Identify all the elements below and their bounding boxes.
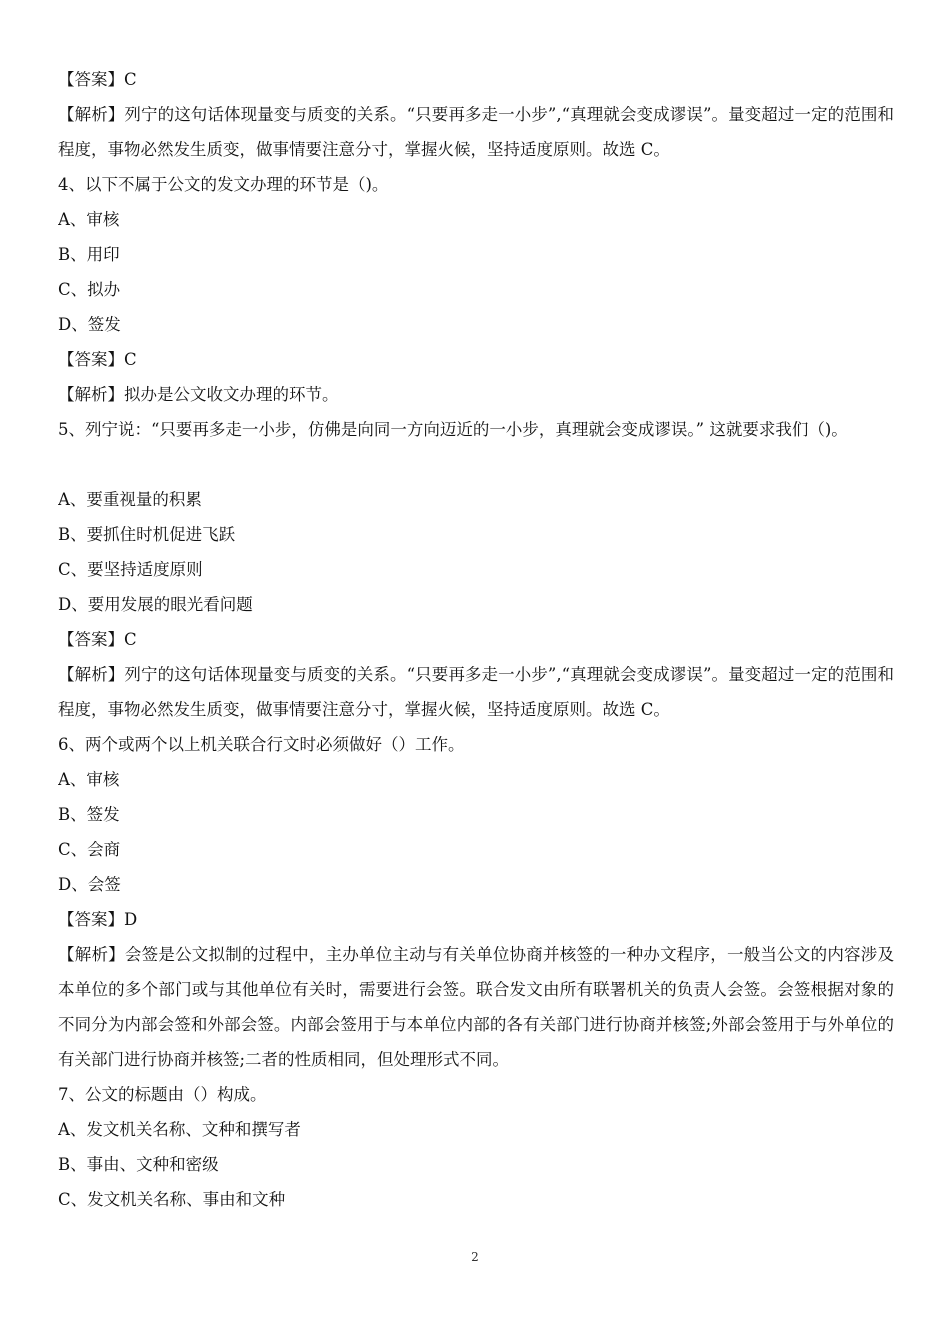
answer-line: 【答案】C <box>58 350 137 369</box>
page-number: 2 <box>471 1250 479 1264</box>
option-a: A、发文机关名称、文种和撰写者 <box>58 1120 301 1139</box>
explanation-paragraph: 【解析】会签是公文拟制的过程中，主办单位主动与有关单位协商并核签的一种办文程序，一般当公文的内容涉及本单位的多个部门或与其他单位有关时，需要进行会签。联合发文由所有联署机关的负责人会签。会签根据对象的不同分为内部会签和外部会签。内部会签用于与本单位内部的各有关部门进行协商并核签;外部会签用于与外单位的有关部门进行协商并核签;二者的性质相同，但处理形式不同。 <box>58 945 894 1069</box>
option-c: C、拟办 <box>58 280 121 299</box>
answer-line: 【答案】C <box>58 630 137 649</box>
explanation-paragraph: 【解析】列宁的这句话体现量变与质变的关系。“只要再多走一小步”,“真理就会变成谬误”。量变超过一定的范围和程度，事物必然发生质变，做事情要注意分寸，掌握火候，坚持适度原则。故选 C。 <box>58 665 894 719</box>
option-b: B、签发 <box>58 805 120 824</box>
option-d: D、会签 <box>58 875 121 894</box>
option-b: B、要抓住时机促进飞跃 <box>58 525 236 544</box>
answer-line: 【答案】C <box>58 70 137 89</box>
explanation-paragraph: 【解析】拟办是公文收文办理的环节。 <box>58 385 339 404</box>
option-c: C、要坚持适度原则 <box>58 560 203 579</box>
option-b: B、事由、文种和密级 <box>58 1155 219 1174</box>
option-a: A、要重视量的积累 <box>58 490 202 509</box>
question-5: 5、列宁说：“只要再多走一小步，仿佛是向同一方向迈近的一小步，真理就会变成谬误。” 这就要求我们（)。 <box>58 420 848 439</box>
option-d: D、签发 <box>58 315 121 334</box>
option-c: C、发文机关名称、事由和文种 <box>58 1190 286 1209</box>
option-a: A、审核 <box>58 210 120 229</box>
answer-line: 【答案】D <box>58 910 138 929</box>
option-c: C、会商 <box>58 840 121 859</box>
option-d: D、要用发展的眼光看问题 <box>58 595 253 614</box>
question-4: 4、以下不属于公文的发文办理的环节是（)。 <box>58 175 389 194</box>
question-7: 7、公文的标题由（）构成。 <box>58 1085 267 1104</box>
option-b: B、用印 <box>58 245 120 264</box>
document-body <box>58 62 894 1217</box>
explanation-paragraph: 【解析】列宁的这句话体现量变与质变的关系。“只要再多走一小步”,“真理就会变成谬误”。量变超过一定的范围和程度，事物必然发生质变，做事情要注意分寸，掌握火候，坚持适度原则。故选 C。 <box>58 105 894 159</box>
option-a: A、审核 <box>58 770 120 789</box>
question-6: 6、两个或两个以上机关联合行文时必须做好（）工作。 <box>58 735 465 754</box>
